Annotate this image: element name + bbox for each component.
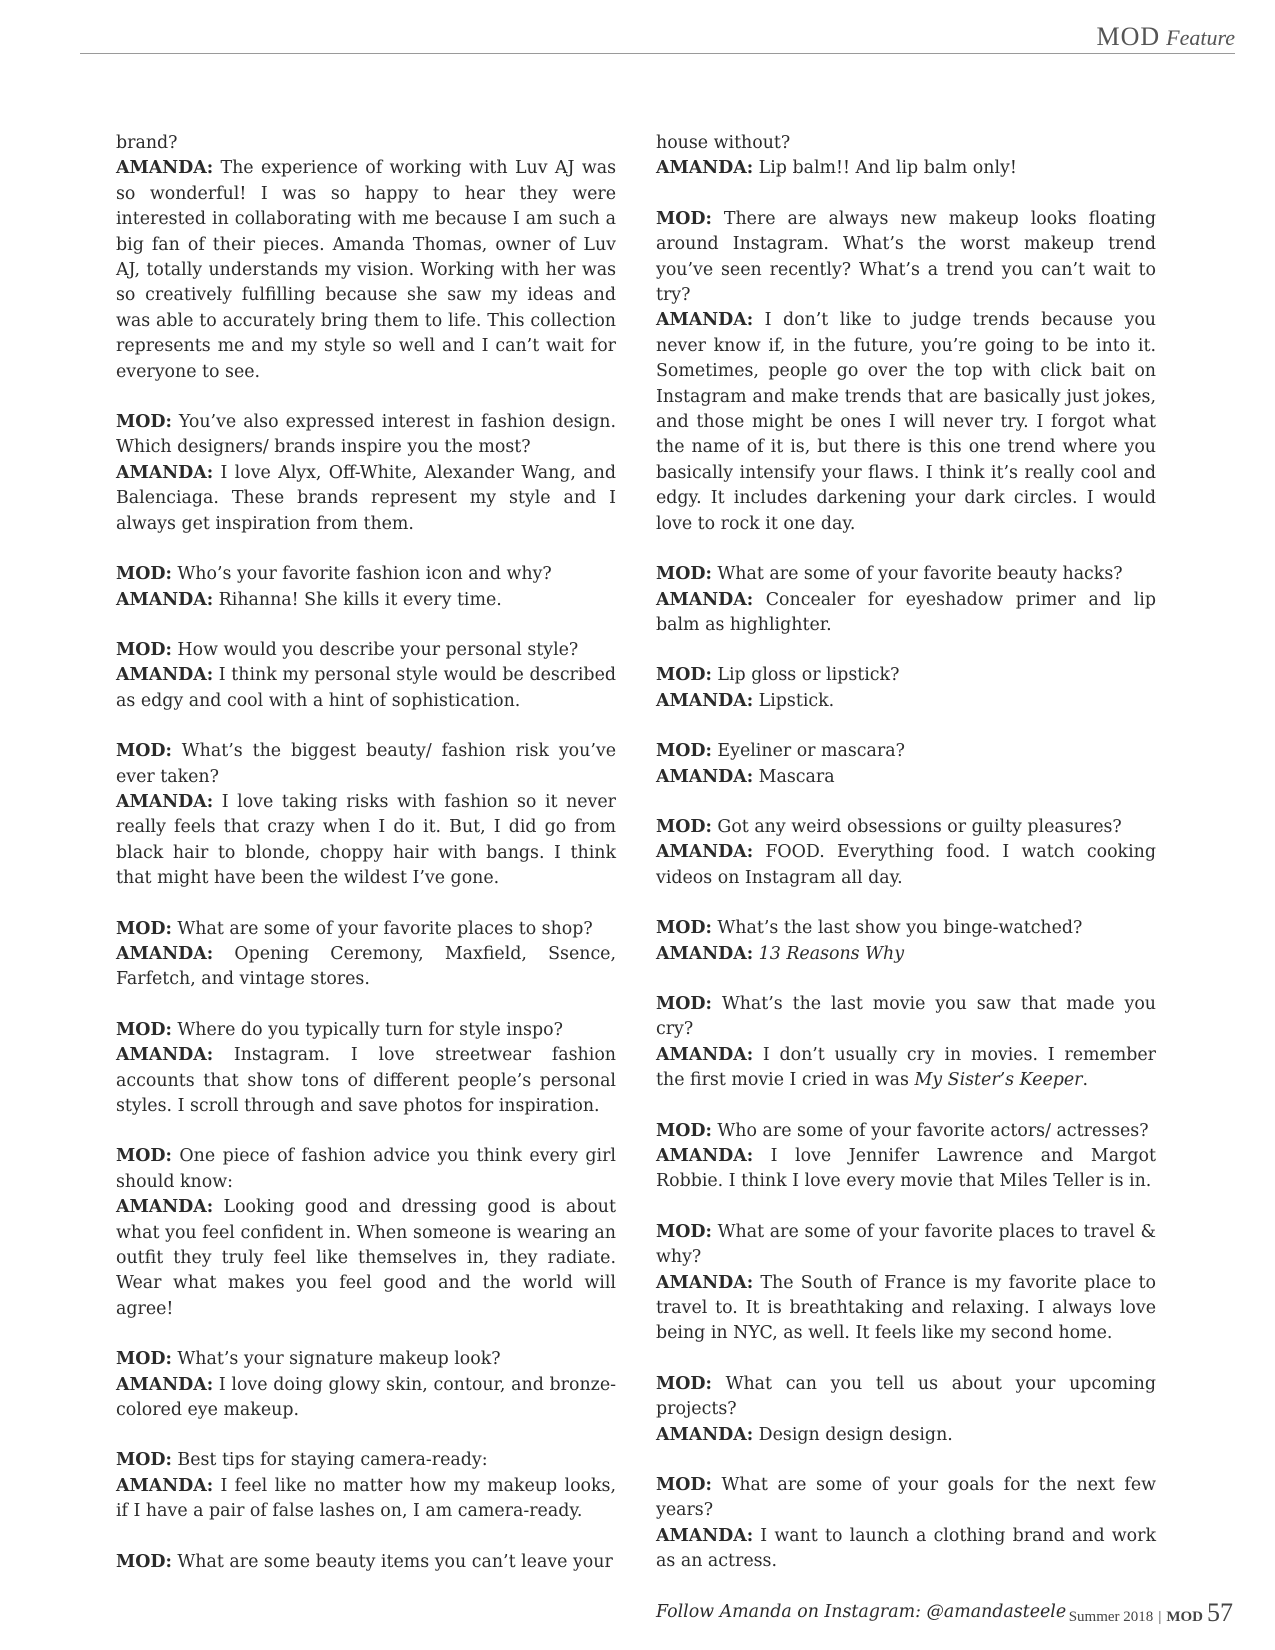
- answer: [656, 1423, 1156, 1448]
- right-column: [656, 131, 1156, 1625]
- answer-speaker: AMANDA:: [656, 1525, 754, 1546]
- answer: [116, 942, 616, 993]
- answer: [116, 588, 616, 613]
- qa-block: [656, 1220, 1156, 1347]
- question-text: What’s your signature makeup look?: [171, 1349, 501, 1370]
- question-text: What are some beauty items you can’t leave your: [171, 1551, 613, 1572]
- answer-speaker: AMANDA:: [656, 158, 754, 179]
- question-text: What are some of your goals for the next few years?: [656, 1475, 1156, 1521]
- answer: [116, 1043, 616, 1119]
- answer-text: The experience of working with Luv AJ was so wonderful! I was so happy to hear they were interested in collaborating with me because I am such a big fan of their pieces. Amanda Thomas, owner of Luv AJ, totally understands my vision. Working with her was so creatively fulfilling because she saw my ideas and was able to accurately bring them to life. This collection represents me and my style so well and I can’t wait for everyone to see.: [116, 158, 616, 382]
- header-mod: MOD: [1096, 22, 1161, 51]
- qa-block: [116, 917, 616, 993]
- footer-separator: |: [1158, 1609, 1162, 1625]
- question-speaker: MOD:: [656, 1373, 712, 1394]
- answer: [656, 308, 1156, 537]
- qa-block: [656, 207, 1156, 537]
- section-header: [1097, 22, 1236, 52]
- answer: [116, 1474, 616, 1525]
- answer: [656, 840, 1156, 891]
- qa-block: [116, 1550, 616, 1575]
- question: [116, 739, 616, 790]
- answer-speaker: AMANDA:: [656, 766, 754, 787]
- question-text: What are some of your favorite places to shop?: [171, 918, 593, 939]
- qa-block: [116, 638, 616, 714]
- question-speaker: MOD:: [656, 993, 712, 1014]
- question: [656, 1220, 1156, 1271]
- question-speaker: MOD:: [656, 918, 712, 939]
- question-text: Best tips for staying camera-ready:: [171, 1450, 488, 1471]
- footer-mod: MOD: [1166, 1609, 1203, 1625]
- question: [656, 1372, 1156, 1423]
- answer: [116, 663, 616, 714]
- qa-block: [116, 131, 616, 385]
- movie-title: My Sister’s Keeper: [914, 1070, 1083, 1091]
- question: [116, 1448, 616, 1473]
- question-text: What are some of your favorite beauty hacks?: [711, 564, 1123, 585]
- question: [656, 207, 1156, 309]
- left-column: [116, 131, 616, 1600]
- question-speaker: MOD:: [116, 639, 172, 660]
- answer-text: Rihanna! She kills it every time.: [213, 589, 502, 610]
- question-text: How would you describe your personal style?: [171, 639, 579, 660]
- answer-speaker: AMANDA:: [656, 943, 754, 964]
- qa-block: [656, 739, 1156, 790]
- answer-speaker: AMANDA:: [656, 842, 754, 863]
- answer-speaker: AMANDA:: [656, 310, 754, 331]
- question: [656, 663, 1156, 688]
- question-text: What can you tell us about your upcoming projects?: [656, 1373, 1156, 1420]
- answer: [656, 588, 1156, 639]
- answer-text: Lipstick.: [753, 690, 835, 711]
- answer-speaker: AMANDA:: [116, 1045, 214, 1066]
- question: [656, 1119, 1156, 1144]
- answer-speaker: AMANDA:: [116, 665, 214, 686]
- question-speaker: MOD:: [116, 1551, 172, 1572]
- answer-text: Opening Ceremony, Maxfield, Ssence, Farfetch, and vintage stores.: [116, 943, 616, 990]
- page-footer: [1069, 1598, 1233, 1628]
- answer-text: Instagram. I love streetwear fashion accounts that show tons of different people’s personal styles. I scroll through and save photos for inspiration.: [116, 1045, 616, 1116]
- answer-speaker: AMANDA:: [116, 1374, 214, 1395]
- answer-text: FOOD. Everything food. I watch cooking videos on Instagram all day.: [656, 842, 1156, 888]
- answer-speaker: AMANDA:: [116, 462, 214, 483]
- question: [656, 562, 1156, 587]
- answer: [656, 942, 1156, 967]
- answer-text: Mascara: [753, 766, 835, 787]
- question-text: What’s the last show you binge-watched?: [711, 918, 1083, 939]
- question-text: You’ve also expressed interest in fashion design. Which designers/ brands inspire you the most?: [116, 412, 616, 458]
- answer: [656, 689, 1156, 714]
- answer-text: I don’t like to judge trends because you never know if, in the future, you’re going to be into it. Sometimes, people go over the top with click bait on Instagram and make trends that are basically just jokes, and those might be ones I will never try. I forgot what the name of it is, but there is this one trend where you basically intensify your flaws. I think it’s really cool and edgy. It includes darkening your dark circles. I would love to rock it one day.: [656, 310, 1156, 534]
- answer-text: The South of France is my favorite place to travel to. It is breathtaking and relaxing. I always love being in NYC, as well. It feels like my second home.: [656, 1272, 1156, 1344]
- answer-speaker: AMANDA:: [656, 1044, 754, 1065]
- qa-block: [116, 1347, 616, 1423]
- qa-block: [656, 663, 1156, 714]
- question-text: There are always new makeup looks floating around Instagram. What’s the worst makeup trend you’ve seen recently? What’s a trend you can’t wait to try?: [656, 208, 1156, 306]
- question-text: One piece of fashion advice you think every girl should know:: [116, 1146, 616, 1192]
- question-text: What’s the last movie you saw that made you cry?: [656, 993, 1156, 1040]
- header-rule: [80, 53, 1235, 54]
- answer-text: Design design design.: [753, 1424, 953, 1445]
- qa-block: [656, 562, 1156, 638]
- qa-block: [656, 815, 1156, 891]
- question-text: Got any weird obsessions or guilty pleasures?: [711, 816, 1122, 837]
- answer: [116, 1373, 616, 1424]
- instagram-follow: Follow Amanda on Instagram: @amandasteele: [656, 1601, 1067, 1622]
- qa-block: [116, 1144, 616, 1322]
- question: [116, 1550, 616, 1575]
- answer-speaker: AMANDA:: [656, 589, 754, 610]
- answer-text: I love doing glowy skin, contour, and bronze-colored eye makeup.: [116, 1374, 616, 1421]
- question-text: Who are some of your favorite actors/ actresses?: [711, 1120, 1149, 1141]
- question: [116, 562, 616, 587]
- question-speaker: MOD:: [116, 564, 172, 585]
- header-section: Feature: [1166, 25, 1235, 50]
- answer-speaker: AMANDA:: [116, 158, 214, 179]
- question: [656, 739, 1156, 764]
- qa-block: [116, 739, 616, 891]
- answer-speaker: AMANDA:: [116, 589, 214, 610]
- qa-block: [656, 992, 1156, 1094]
- qa-block: [656, 1372, 1156, 1448]
- answer: [656, 1144, 1156, 1195]
- qa-block: [656, 1473, 1156, 1575]
- answer-text: Concealer for eyeshadow primer and lip balm as highlighter.: [656, 589, 1156, 635]
- question-text: Lip gloss or lipstick?: [711, 665, 900, 686]
- show-title: 13 Reasons Why: [758, 943, 905, 964]
- question: [656, 992, 1156, 1043]
- question: [656, 1473, 1156, 1524]
- question-speaker: MOD:: [656, 564, 712, 585]
- qa-block: [656, 916, 1156, 967]
- question-text: Eyeliner or mascara?: [711, 741, 905, 762]
- answer-text: I love taking risks with fashion so it never really feels that crazy when I do it. But, I did go from black hair to blonde, choppy hair with bangs. I think that might have been the wildest I’ve gone.: [116, 791, 616, 889]
- qa-block: [116, 410, 616, 537]
- qa-block: [116, 1448, 616, 1524]
- question-text: Where do you typically turn for style inspo?: [171, 1019, 563, 1040]
- answer-text: Lip balm!! And lip balm only!: [753, 158, 1017, 179]
- question-text: Who’s your favorite fashion icon and why?: [171, 564, 552, 585]
- question-speaker: MOD:: [116, 1019, 172, 1040]
- question: [116, 410, 616, 461]
- answer-text: I love Jennifer Lawrence and Margot Robbie. I think I love every movie that Miles Teller is in.: [656, 1146, 1156, 1192]
- question-speaker: MOD:: [116, 741, 172, 762]
- question-continued: brand?: [116, 133, 178, 153]
- question-speaker: MOD:: [656, 741, 712, 762]
- question: [116, 1018, 616, 1043]
- qa-block: [656, 1119, 1156, 1195]
- answer-speaker: AMANDA:: [116, 791, 214, 812]
- answer: [656, 1271, 1156, 1347]
- answer: [116, 790, 616, 892]
- question-continued: house without?: [656, 133, 791, 153]
- question-speaker: MOD:: [116, 1349, 172, 1370]
- answer: [116, 1195, 616, 1322]
- question: [656, 815, 1156, 840]
- question-speaker: MOD:: [116, 918, 172, 939]
- answer-speaker: AMANDA:: [656, 1424, 754, 1445]
- page-number: 57: [1207, 1598, 1233, 1627]
- question-speaker: MOD:: [656, 1221, 712, 1242]
- question-speaker: MOD:: [656, 208, 712, 229]
- qa-block: [656, 131, 1156, 182]
- question-speaker: MOD:: [656, 1120, 712, 1141]
- question-speaker: MOD:: [656, 665, 712, 686]
- question: [116, 638, 616, 663]
- question: [656, 916, 1156, 941]
- question-speaker: MOD:: [116, 1146, 172, 1167]
- qa-block: [116, 1018, 616, 1120]
- answer-speaker: AMANDA:: [656, 690, 754, 711]
- question-speaker: MOD:: [656, 816, 712, 837]
- answer-speaker: AMANDA:: [656, 1146, 754, 1166]
- answer-speaker: AMANDA:: [656, 1272, 754, 1293]
- question-speaker: MOD:: [656, 1475, 712, 1496]
- question-speaker: MOD:: [116, 1450, 172, 1471]
- answer-text: I want to launch a clothing brand and work as an actress.: [656, 1525, 1156, 1572]
- answer-speaker: AMANDA:: [116, 1197, 214, 1218]
- answer: [656, 156, 1156, 181]
- answer-text: I love Alyx, Off-White, Alexander Wang, and Balenciaga. These brands represent my style and I always get inspiration from them.: [116, 462, 616, 534]
- answer: [656, 765, 1156, 790]
- issue-label: Summer 2018: [1068, 1609, 1154, 1625]
- question: [116, 917, 616, 942]
- question-text: What’s the biggest beauty/ fashion risk you’ve ever taken?: [116, 741, 616, 787]
- answer-speaker: AMANDA:: [116, 943, 214, 964]
- question: [116, 1144, 616, 1195]
- question: [116, 1347, 616, 1372]
- answer-text: I feel like no matter how my makeup looks, if I have a pair of false lashes on, I am camera-ready.: [116, 1475, 616, 1522]
- question-text: What are some of your favorite places to travel & why?: [656, 1221, 1156, 1268]
- answer-tail: .: [1082, 1070, 1089, 1091]
- answer-text: I don’t usually cry in movies. I remember the first movie I cried in was: [656, 1044, 1156, 1091]
- answer-text: Looking good and dressing good is about what you feel confident in. When someone is wearing an outfit they truly feel like themselves in, they radiate. Wear what makes you feel good and the world will agree!: [116, 1197, 616, 1319]
- qa-block: [116, 562, 616, 613]
- answer: [656, 1043, 1156, 1094]
- answer: [656, 1524, 1156, 1575]
- answer: [116, 461, 616, 537]
- answer-speaker: AMANDA:: [116, 1475, 214, 1496]
- answer-text: I think my personal style would be described as edgy and cool with a hint of sophistication.: [116, 665, 616, 711]
- answer: [116, 156, 616, 385]
- question-speaker: MOD:: [116, 412, 172, 433]
